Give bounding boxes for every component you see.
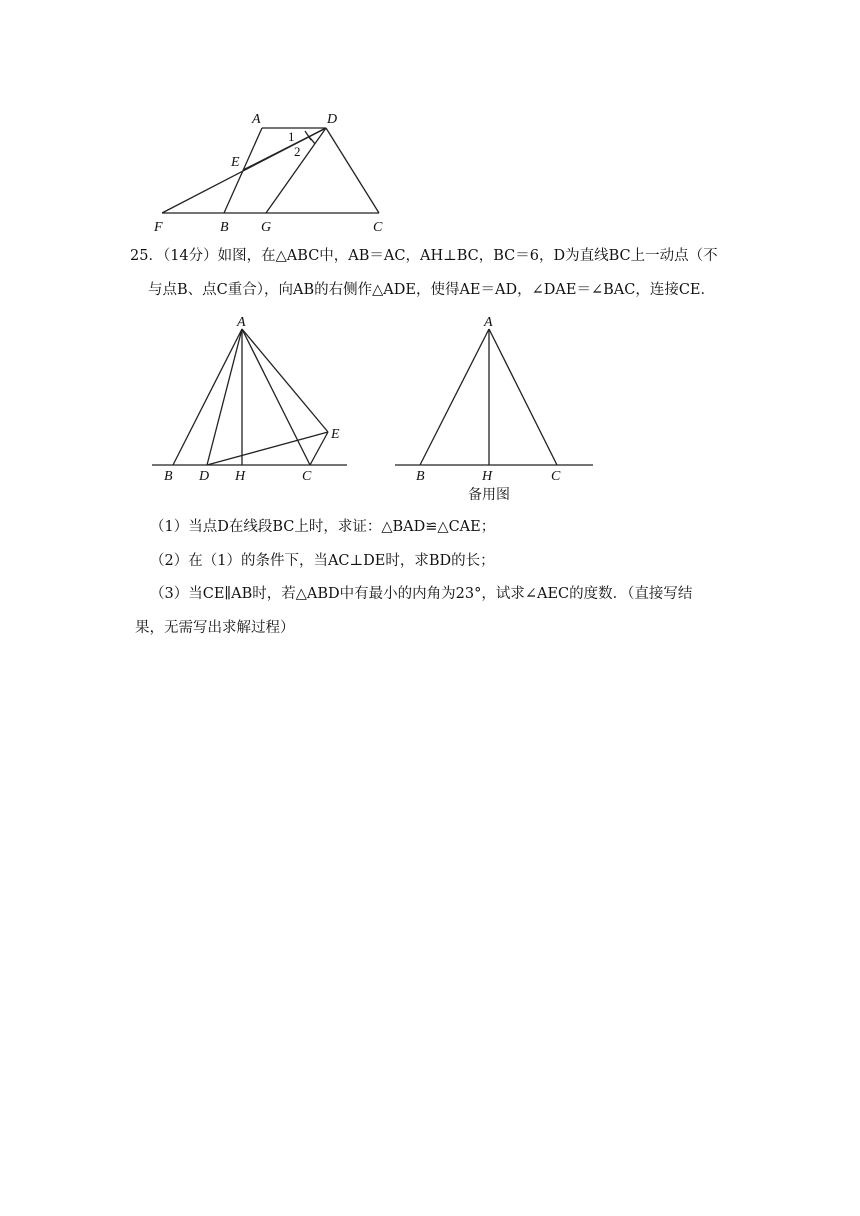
- problem-text-1: 如图，在△ABC中，AB＝AC，AH⊥BC，BC＝6，D为直线BC上一动点（不: [217, 248, 718, 264]
- point-label-A-spare: A: [484, 315, 493, 330]
- point-label-C-main: C: [302, 469, 312, 484]
- question-1: （1）当点D在线段BC上时，求证：△BAD≌△CAE；: [150, 519, 496, 535]
- point-label-B-main: B: [164, 469, 173, 484]
- point-label-D: D: [327, 112, 338, 127]
- figure-spare-lines: [395, 329, 593, 465]
- point-label-G: G: [261, 220, 272, 235]
- figure-spare-caption: 备用图: [468, 487, 510, 503]
- point-label-F: F: [154, 220, 163, 235]
- question-3: （3）当CE∥AB时，若△ABD中有最小的内角为23°，试求∠AEC的度数．（直接写结: [150, 586, 693, 602]
- problem-score: （14分）: [162, 248, 218, 264]
- point-label-B: B: [220, 220, 229, 235]
- point-label-C: C: [373, 220, 383, 235]
- question-2: （2）在（1）的条件下，当AC⊥DE时，求BD的长；: [150, 553, 495, 569]
- point-label-A-main: A: [237, 315, 246, 330]
- problem-text-2: 与点B、点C重合），向AB的右侧作△ADE，使得AE＝AD，∠DAE＝∠BAC，连接CE．: [148, 282, 715, 298]
- point-label-E-main: E: [331, 427, 340, 442]
- problem-number: 25．: [130, 248, 163, 264]
- point-label-H-main: H: [235, 469, 246, 484]
- point-label-B-spare: B: [416, 469, 425, 484]
- angle-label-1: 1: [288, 129, 295, 144]
- point-label-D-main: D: [199, 469, 210, 484]
- question-3-continued: 果，无需写出求解过程）: [135, 620, 295, 636]
- point-label-H-spare: H: [482, 469, 493, 484]
- angle-label-2: 2: [294, 144, 301, 159]
- point-label-C-spare: C: [551, 469, 561, 484]
- point-label-A: A: [252, 112, 261, 127]
- point-label-E: E: [231, 155, 240, 170]
